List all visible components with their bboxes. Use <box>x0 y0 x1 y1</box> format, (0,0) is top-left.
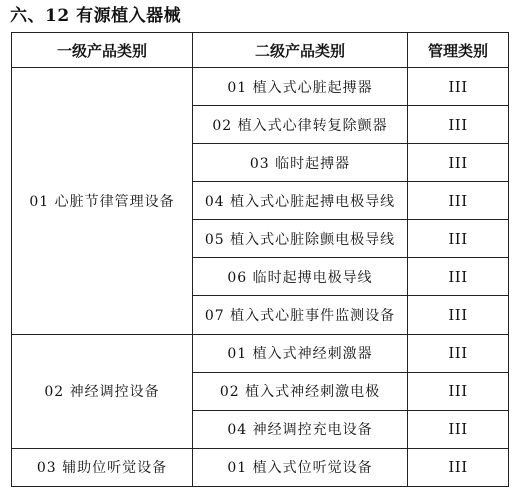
management-class-cell: III <box>408 220 509 258</box>
table-row <box>12 68 509 106</box>
management-class-cell: III <box>408 68 509 106</box>
table-header-row <box>12 33 509 68</box>
primary-category-cell: 03 辅助位听觉设备 <box>12 448 193 486</box>
header-secondary-category: 二级产品类别 <box>193 33 408 68</box>
table-row <box>12 334 509 372</box>
device-category-table <box>11 32 509 487</box>
secondary-category-cell: 02 植入式心律转复除颤器 <box>193 106 408 144</box>
secondary-category-cell: 02 植入式神经刺激电极 <box>193 372 408 410</box>
management-class-cell: III <box>408 106 509 144</box>
primary-category-cell: 02 神经调控设备 <box>12 334 193 448</box>
secondary-category-cell: 06 临时起搏电极导线 <box>193 258 408 296</box>
header-primary-category: 一级产品类别 <box>12 33 193 68</box>
management-class-cell: III <box>408 448 509 486</box>
management-class-cell: III <box>408 258 509 296</box>
secondary-category-cell: 05 植入式心脏除颤电极导线 <box>193 220 408 258</box>
secondary-category-cell: 04 植入式心脏起搏电极导线 <box>193 182 408 220</box>
secondary-category-cell: 07 植入式心脏事件监测设备 <box>193 296 408 334</box>
header-management-class: 管理类别 <box>408 33 509 68</box>
secondary-category-cell: 01 植入式心脏起搏器 <box>193 68 408 106</box>
management-class-cell: III <box>408 410 509 448</box>
section-heading: 六、12 有源植入器械 <box>10 6 182 26</box>
secondary-category-cell: 04 神经调控充电设备 <box>193 410 408 448</box>
management-class-cell: III <box>408 372 509 410</box>
management-class-cell: III <box>408 182 509 220</box>
secondary-category-cell: 01 植入式位听觉设备 <box>193 448 408 486</box>
management-class-cell: III <box>408 334 509 372</box>
primary-category-cell: 01 心脏节律管理设备 <box>12 68 193 335</box>
management-class-cell: III <box>408 296 509 334</box>
secondary-category-cell: 03 临时起搏器 <box>193 144 408 182</box>
secondary-category-cell: 01 植入式神经刺激器 <box>193 334 408 372</box>
table-row <box>12 448 509 486</box>
management-class-cell: III <box>408 144 509 182</box>
